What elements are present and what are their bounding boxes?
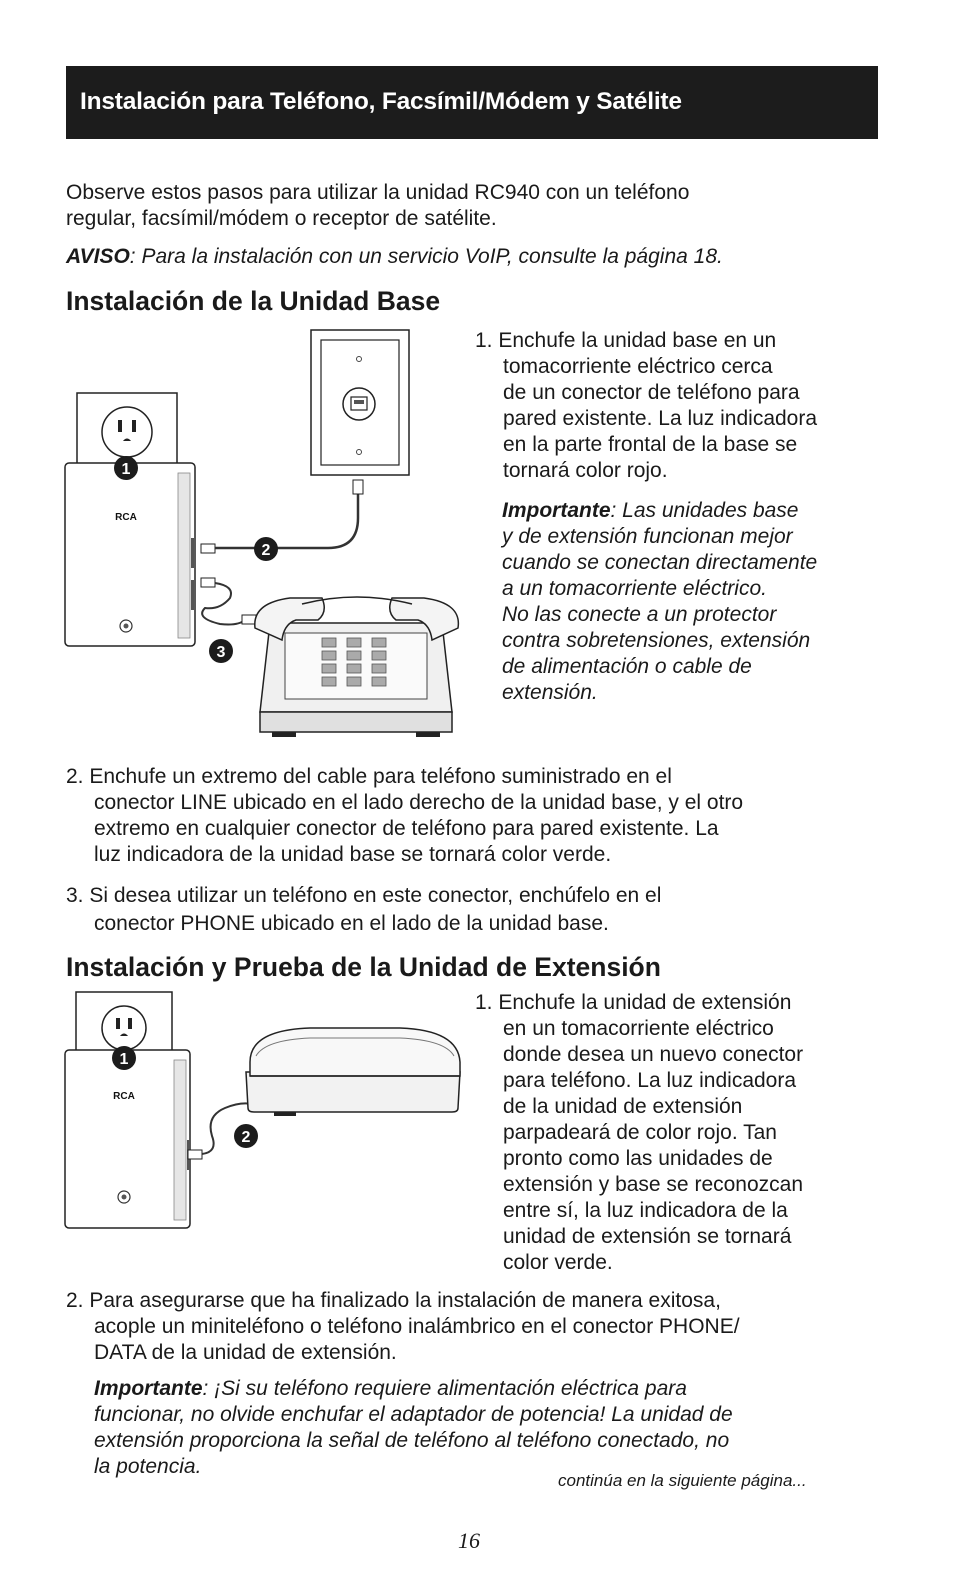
step-line: unidad de extensión se tornará: [503, 1225, 792, 1248]
notice-paragraph: [66, 244, 723, 270]
important-line: extensión.: [502, 681, 598, 704]
important-line: : Las unidades base: [610, 499, 799, 522]
base-step-1: [475, 328, 817, 484]
callout-3: [209, 639, 233, 663]
step-line: 2. Para asegurarse que ha finalizado la instalación de manera exitosa,: [66, 1289, 721, 1312]
extension-step-2: [66, 1288, 740, 1366]
line-cable: [201, 480, 363, 553]
base-installation-illustration: [60, 328, 470, 744]
extension-unit: [65, 1050, 190, 1228]
step-line: pared existente. La luz indicadora: [503, 407, 818, 430]
extension-installation-illustration: [60, 990, 470, 1235]
step-line: DATA de la unidad de extensión.: [94, 1341, 397, 1364]
intro-line: regular, facsímil/módem o receptor de satélite.: [66, 207, 497, 230]
base-step-2: [66, 764, 743, 868]
important-line: : ¡Si su teléfono requiere alimentación eléctrica para: [202, 1377, 687, 1400]
phone-cable: [201, 578, 256, 625]
base-unit: [65, 463, 195, 646]
step-line: 1. Enchufe la unidad de extensión: [475, 991, 792, 1014]
step-line: para teléfono. La luz indicadora: [503, 1069, 797, 1092]
notice-label: AVISO: [66, 245, 130, 268]
step-line: tomacorriente eléctrico cerca: [503, 355, 773, 378]
step-line: tornará color rojo.: [503, 459, 668, 482]
callout-number: 2: [241, 1129, 251, 1146]
important-line: contra sobretensiones, extensión: [502, 629, 811, 652]
extension-section-heading: Instalación y Prueba de la Unidad de Extensión: [66, 952, 661, 982]
step-line: de la unidad de extensión: [503, 1095, 743, 1118]
intro-paragraph: [66, 180, 689, 232]
step-line: acople un miniteléfono o teléfono inalámbrico en el conector PHONE/: [94, 1315, 740, 1338]
callout-2: [254, 537, 278, 561]
page-number: 16: [458, 1528, 480, 1553]
step-line: 3. Si desea utilizar un teléfono en este conector, enchúfelo en el: [66, 884, 662, 907]
callout-2: [234, 1124, 258, 1148]
important-label: Importante: [502, 499, 611, 522]
callout-1: [112, 1046, 136, 1070]
slim-telephone: [246, 1028, 460, 1116]
step-line: extensión y base se reconozcan: [503, 1173, 804, 1196]
step-line: parpadeará de color rojo. Tan: [503, 1121, 777, 1144]
important-line: extensión proporciona la señal de teléfono al teléfono conectado, no: [94, 1429, 730, 1452]
callout-number: 3: [216, 644, 226, 661]
rca-logo: RCA: [115, 512, 137, 523]
important-label: Importante: [94, 1377, 203, 1400]
step-line: conector PHONE ubicado en el lado de la unidad base.: [94, 912, 609, 935]
callout-1: [114, 456, 138, 480]
step-line: donde desea un nuevo conector: [503, 1043, 804, 1066]
extension-step-1: [475, 990, 803, 1276]
extension-important-note: [94, 1376, 733, 1480]
step-line: luz indicadora de la unidad base se tornará color verde.: [94, 843, 612, 866]
important-line: funcionar, no olvide enchufar el adaptador de potencia! La unidad de: [94, 1403, 733, 1426]
important-line: a un tomacorriente eléctrico.: [502, 577, 767, 600]
wall-phone-jack: [311, 330, 409, 475]
continued-note: continúa en la siguiente página...: [558, 1471, 807, 1490]
callout-number: 1: [119, 1051, 129, 1068]
important-line: No las conecte a un protector: [502, 603, 777, 626]
important-line: y de extensión funcionan mejor: [502, 525, 793, 548]
step-line: 2. Enchufe un extremo del cable para teléfono suministrado en el: [66, 765, 672, 788]
important-line: cuando se conectan directamente: [502, 551, 818, 574]
step-line: en un tomacorriente eléctrico: [503, 1017, 774, 1040]
step-line: color verde.: [503, 1251, 613, 1274]
step-line: 1. Enchufe la unidad base en un: [475, 329, 777, 352]
callout-number: 2: [261, 542, 271, 559]
base-section-heading: Instalación de la Unidad Base: [66, 286, 441, 316]
step-line: de un conector de teléfono para: [503, 381, 800, 404]
step-line: entre sí, la luz indicadora de la: [503, 1199, 788, 1222]
intro-line: Observe estos pasos para utilizar la unidad RC940 con un teléfono: [66, 181, 690, 204]
page-title: Instalación para Teléfono, Facsímil/Módem y Satélite: [80, 88, 682, 115]
important-line: la potencia.: [94, 1455, 202, 1478]
callout-number: 1: [121, 461, 131, 478]
step-line: pronto como las unidades de: [503, 1147, 773, 1170]
notice-text: : Para la instalación con un servicio VoIP, consulte la página 18.: [129, 245, 723, 268]
section-title-banner: [66, 66, 878, 139]
step-line: en la parte frontal de la base se: [503, 433, 798, 456]
desk-telephone: [255, 597, 459, 737]
step-line: extremo en cualquier conector de teléfono para pared existente. La: [94, 817, 719, 840]
important-line: de alimentación o cable de: [502, 655, 752, 678]
base-step-3: [66, 882, 661, 938]
base-important-note: [502, 498, 817, 706]
rca-logo: RCA: [113, 1091, 135, 1102]
step-line: conector LINE ubicado en el lado derecho de la unidad base, y el otro: [94, 791, 744, 814]
